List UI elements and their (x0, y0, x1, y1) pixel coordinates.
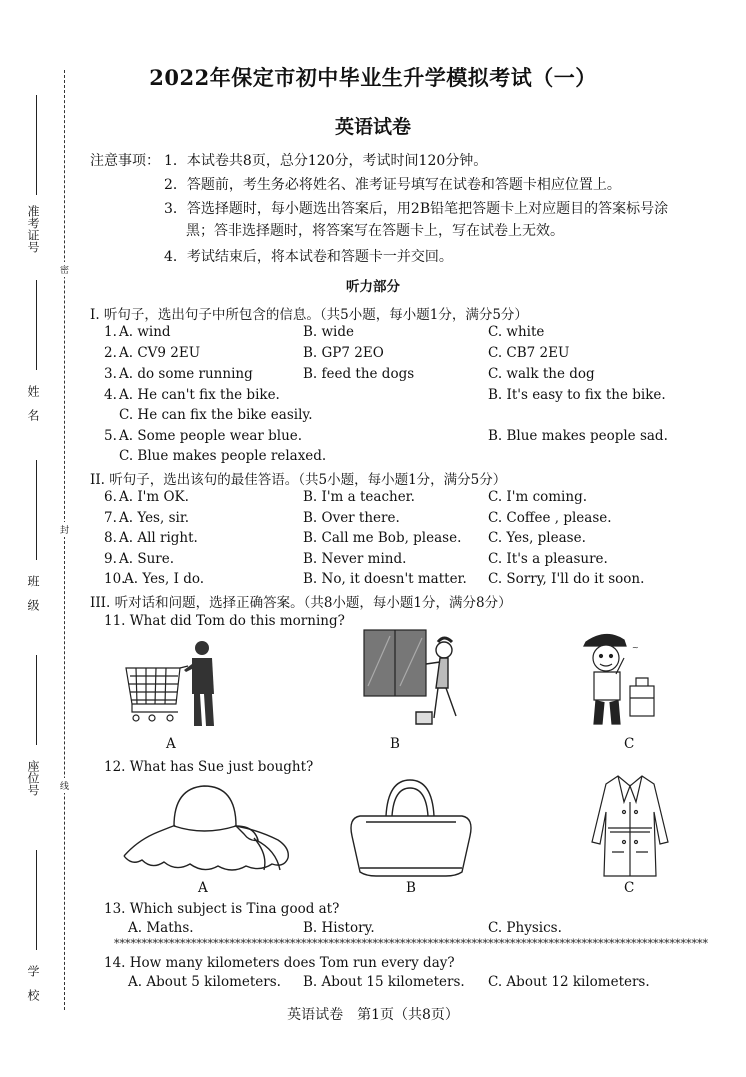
q13-option-b: B. History. (303, 920, 375, 936)
name-label: 姓 名 (26, 385, 40, 421)
q11-label-a: A (166, 736, 176, 752)
class-label: 班 级 (26, 575, 40, 611)
q1-option-a: A. wind (119, 324, 171, 340)
q12-text: 12. What has Sue just bought? (104, 759, 314, 775)
q6-option-b: B. I'm a teacher. (303, 489, 415, 505)
q4-option-c: C. He can fix the bike easily. (119, 407, 313, 423)
q12-label-c: C (624, 880, 635, 896)
q4-option-a: A. He can't fix the bike. (119, 387, 280, 403)
q4-number: 4. (104, 387, 117, 403)
note-item-1: 1．本试卷共8页，总分120分，考试时间120分钟。 (164, 153, 488, 169)
q6-number: 6. (104, 489, 117, 505)
q11-text: 11. What did Tom do this morning? (104, 613, 345, 629)
section-1-title: I. 听句子，选出句子中所包含的信息。（共5小题，每小题1分，满分5分） (90, 307, 528, 323)
q10-option-b: B. No, it doesn't matter. (303, 571, 467, 587)
q5-number: 5. (104, 428, 117, 444)
q7-number: 7. (104, 510, 117, 526)
q11-label-b: B (390, 736, 400, 752)
exam-number-blank[interactable] (36, 95, 37, 195)
q14-text: 14. How many kilometers does Tom run every day? (104, 955, 455, 971)
q9-option-b: B. Never mind. (303, 551, 407, 567)
q2-option-b: B. GP7 2EO (303, 345, 384, 361)
q1-option-c: C. white (488, 324, 545, 340)
seal-mark-2: 封 (60, 522, 69, 537)
q14-option-b: B. About 15 kilometers. (303, 974, 465, 990)
q2-option-a: A. CV9 2EU (119, 345, 201, 361)
school-blank[interactable] (36, 850, 37, 950)
separator-stars: ************************************************************************************************************ (114, 937, 708, 950)
q12-picture-a-hat-icon (118, 780, 294, 876)
q3-number: 3. (104, 366, 117, 382)
page-footer: 英语试卷 第1页（共8页） (287, 1007, 459, 1023)
q5-option-b: B. Blue makes people sad. (488, 428, 668, 444)
exam-number-label: 准考证号 (26, 205, 40, 253)
q6-option-c: C. I'm coming. (488, 489, 588, 505)
q14-option-c: C. About 12 kilometers. (488, 974, 650, 990)
q13-option-c: C. Physics. (488, 920, 562, 936)
note-item-2: 2．答题前，考生务必将姓名、准考证号填写在试卷和答题卡相应位置上。 (164, 177, 621, 193)
q12-picture-b-handbag-icon (346, 776, 476, 880)
q12-label-a: A (198, 880, 208, 896)
notes-label: 注意事项： (90, 153, 160, 169)
q6-option-a: A. I'm OK. (119, 489, 189, 505)
q2-number: 2. (104, 345, 117, 361)
seal-mark-3: 线 (60, 778, 69, 793)
q10-option-c: C. Sorry, I'll do it soon. (488, 571, 645, 587)
q8-number: 8. (104, 530, 117, 546)
q3-option-c: C. walk the dog (488, 366, 595, 382)
q12-label-b: B (406, 880, 416, 896)
q9-option-c: C. It's a pleasure. (488, 551, 608, 567)
q12-picture-c-coat-icon (584, 772, 676, 880)
class-blank[interactable] (36, 460, 37, 560)
q5-option-c: C. Blue makes people relaxed. (119, 448, 327, 464)
listening-section-title: 听力部分 (346, 279, 400, 295)
q7-option-c: C. Coffee , please. (488, 510, 612, 526)
q1-option-b: B. wide (303, 324, 355, 340)
q13-text: 13. Which subject is Tina good at? (104, 901, 340, 917)
section-3-title: III. 听对话和问题，选择正确答案。（共8小题，每小题1分，满分8分） (90, 595, 512, 611)
q4-option-b: B. It's easy to fix the bike. (488, 387, 666, 403)
q9-number: 9. (104, 551, 117, 567)
q3-option-a: A. do some running (119, 366, 253, 382)
seat-number-blank[interactable] (36, 655, 37, 745)
seat-number-label: 座位号 (26, 760, 40, 796)
q1-number: 1. (104, 324, 117, 340)
svg-text:~: ~ (632, 643, 639, 652)
q9-option-a: A. Sure. (119, 551, 175, 567)
q7-option-b: B. Over there. (303, 510, 400, 526)
note-item-4: 4．考试结束后，将本试卷和答题卡一并交回。 (164, 249, 453, 265)
exam-title: 2022年保定市初中毕业生升学模拟考试（一） (149, 65, 597, 90)
seal-mark-1: 密 (60, 262, 69, 277)
school-label: 学 校 (26, 965, 40, 1001)
q10-option-a: A. Yes, I do. (124, 571, 205, 587)
note-item-3-cont: 黑；答非选择题时，将答案写在答题卡上，写在试卷上无效。 (186, 223, 564, 239)
q11-picture-b-cleaning-icon (360, 626, 470, 730)
q11-label-c: C (624, 736, 635, 752)
q5-option-a: A. Some people wear blue. (119, 428, 303, 444)
q11-picture-a-shopping-icon (122, 638, 222, 730)
seal-dashed-line (64, 70, 65, 1010)
q14-option-a: A. About 5 kilometers. (128, 974, 281, 990)
note-item-3: 3．答选择题时，每小题选出答案后，用2B铅笔把答题卡上对应题目的答案标号涂 (164, 201, 669, 217)
q8-option-c: C. Yes, please. (488, 530, 586, 546)
q10-number: 10. (104, 571, 126, 587)
q8-option-a: A. All right. (119, 530, 198, 546)
exam-subtitle: 英语试卷 (334, 116, 411, 138)
section-2-title: II. 听句子，选出该句的最佳答语。（共5小题，每小题1分，满分5分） (90, 472, 507, 488)
q11-picture-c-travel-icon (576, 628, 666, 730)
q3-option-b: B. feed the dogs (303, 366, 415, 382)
q13-option-a: A. Maths. (128, 920, 194, 936)
q2-option-c: C. CB7 2EU (488, 345, 570, 361)
q7-option-a: A. Yes, sir. (119, 510, 190, 526)
q8-option-b: B. Call me Bob, please. (303, 530, 462, 546)
